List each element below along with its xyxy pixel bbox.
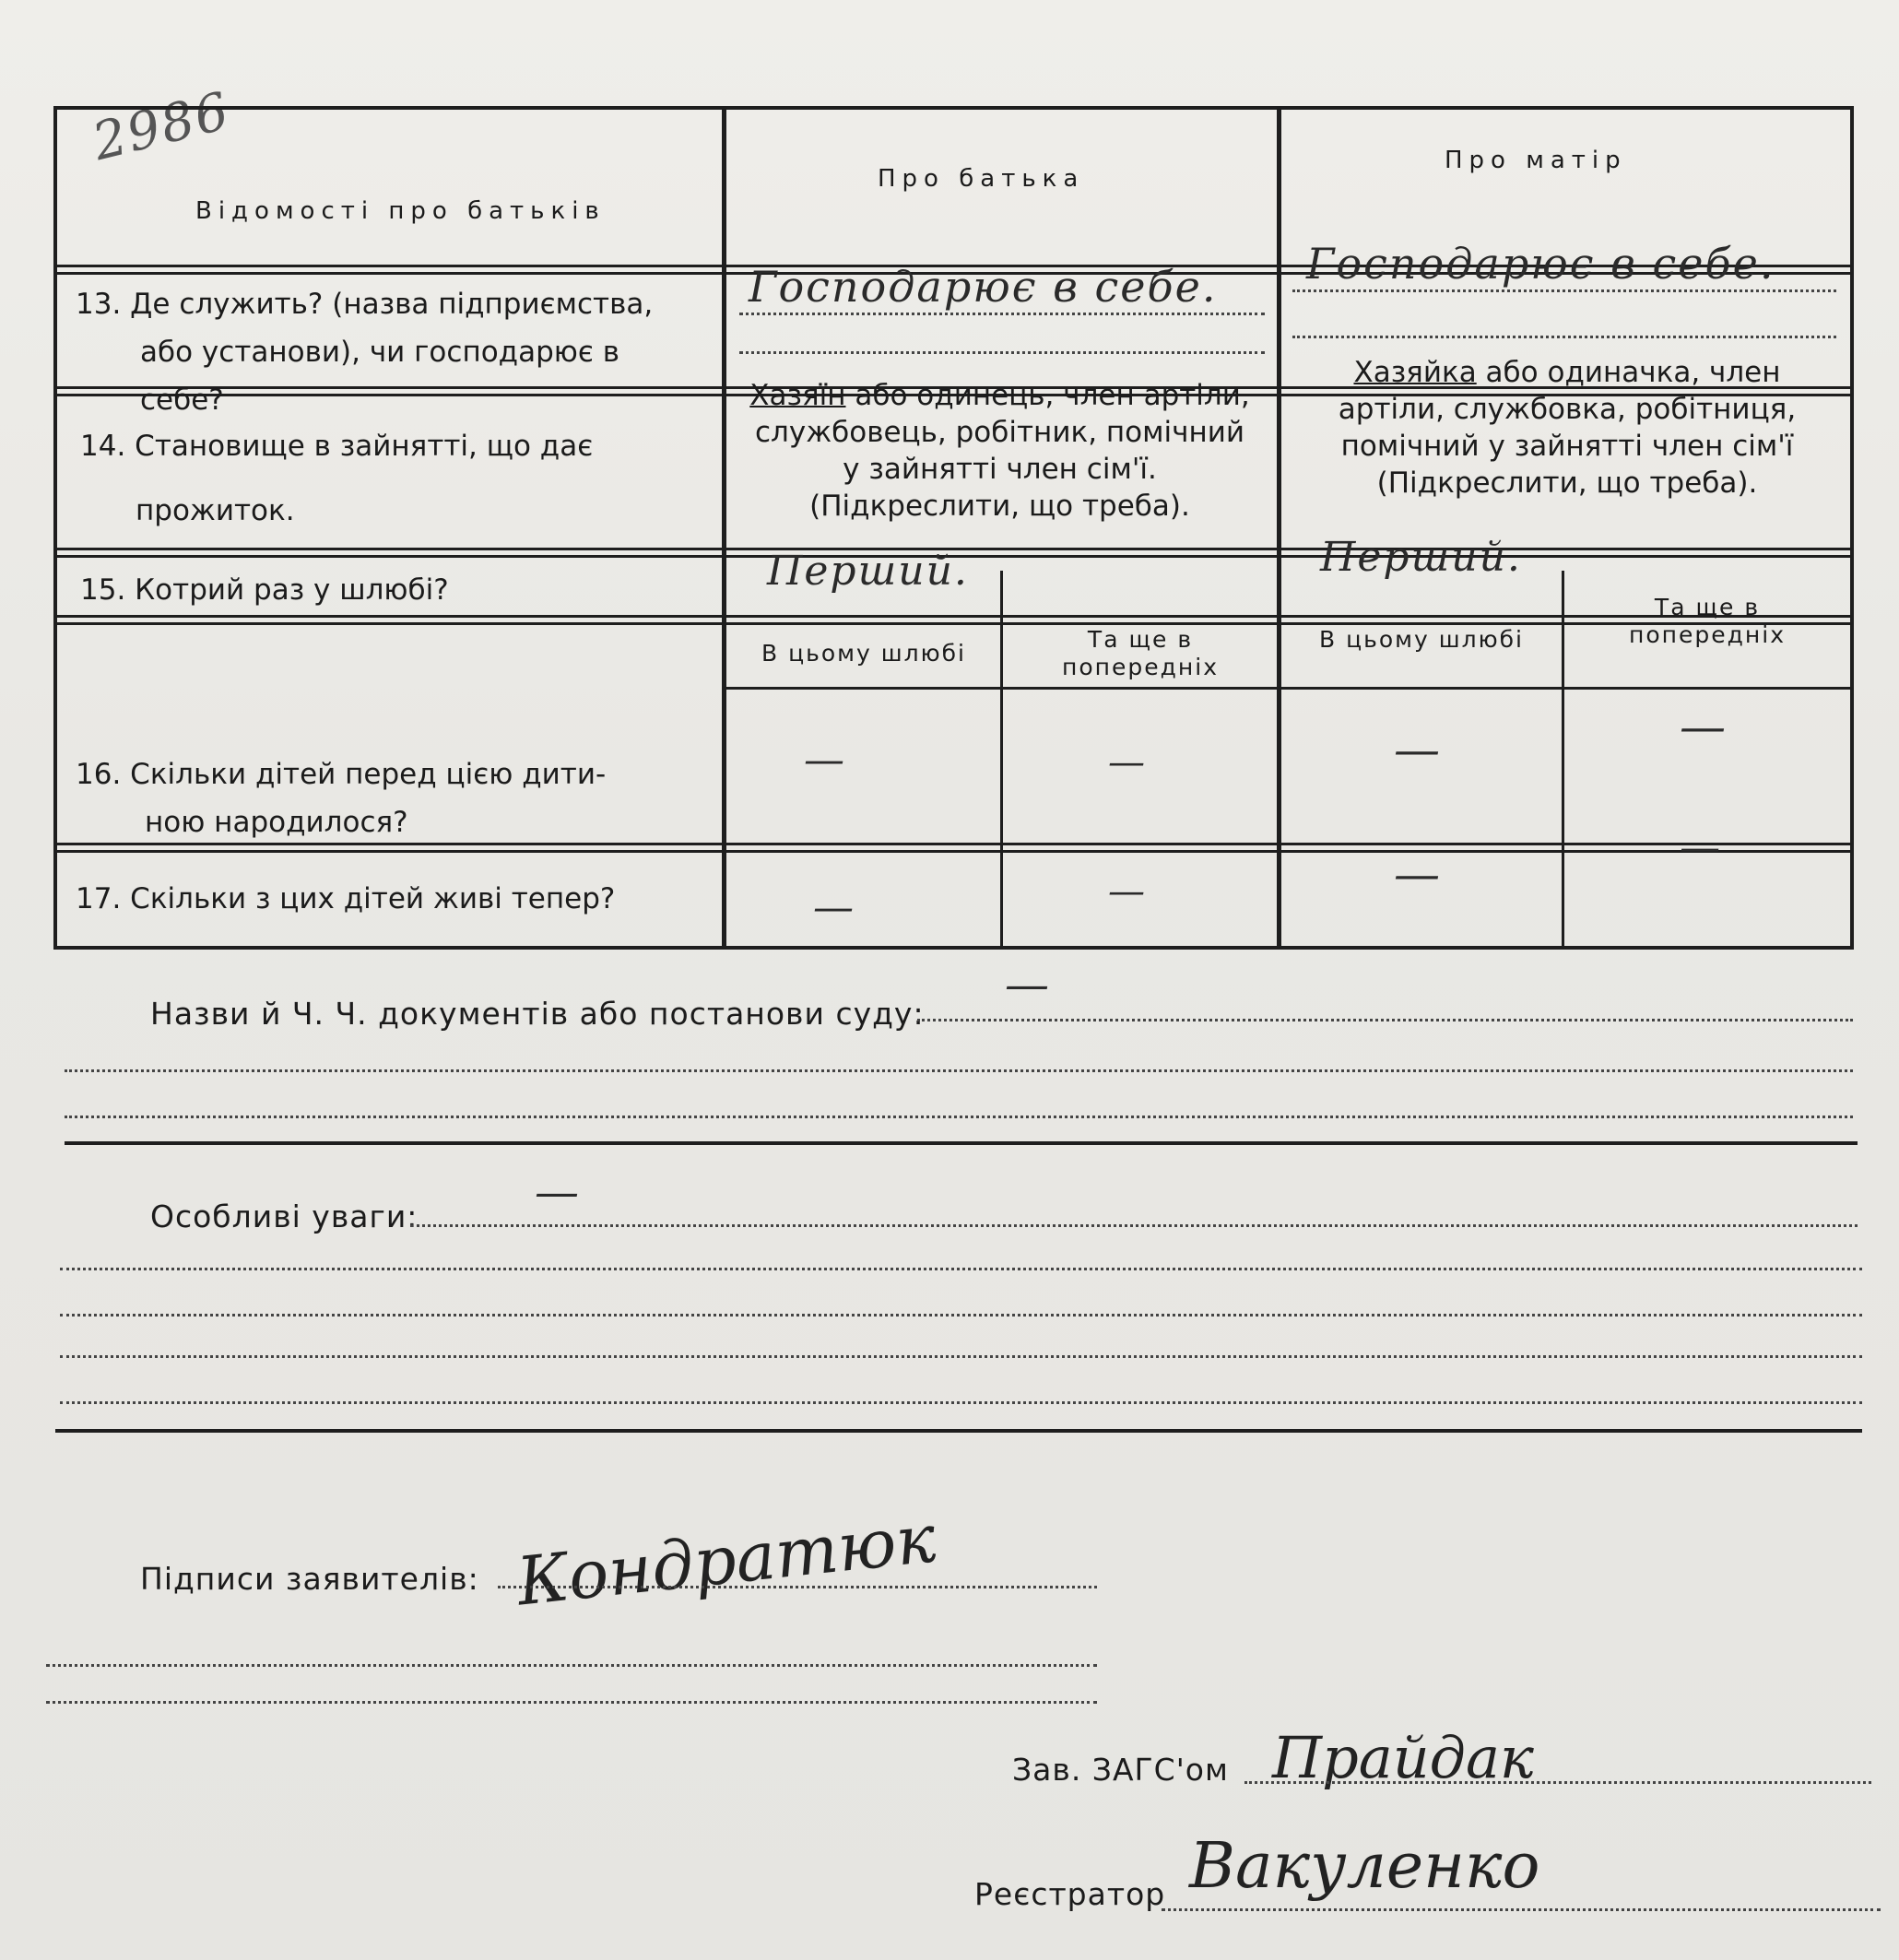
head-of-registry-label: Зав. ЗАГС'ом [1012,1752,1229,1788]
row13-mother-dotline [1292,289,1836,292]
remarks-dotline-2 [60,1268,1862,1270]
remarks-dotline-4 [60,1355,1862,1358]
registrar-label: Реєстратор [974,1876,1166,1912]
row14-father-cell [744,377,1256,525]
row17-question [76,875,615,923]
row14-father-note: (Підкреслити, що треба). [809,490,1190,523]
applicant-signature: Кондратюк [513,1499,939,1621]
row14-mother-underlined: Хазяйка [1353,356,1477,389]
row14-question [80,414,707,543]
row15-mother-answer: Перший. [1320,534,1522,581]
row17-number: 17. [76,882,122,915]
row16-value-1: — [804,737,846,784]
row16-question [76,750,712,846]
row13-question-line2: або установи), чи господарює в себе? [140,336,620,417]
archive-number-note: 2986 [87,80,237,173]
applicant-signatures-label: Підписи заявителів: [140,1561,479,1597]
row14-number: 14. [80,430,126,463]
row15-father-answer: Перший. [767,548,969,595]
col-divider-mother-sub [1562,571,1564,950]
col-divider-father-sub [1000,571,1003,950]
row15-number: 15. [80,573,126,607]
documents-value: — [1005,959,1051,1010]
row13-father-answer: Господарює в себе. [749,262,1218,312]
remarks-dotline-5 [60,1401,1862,1404]
row16-value-2: — [1108,741,1147,784]
row17-value-4: — [1680,824,1722,871]
remarks-label: Особливі уваги: [150,1198,419,1234]
row13-father-dotline-2 [739,351,1265,354]
row16-value-3: — [1394,723,1442,776]
row13-mother-dotline-2 [1292,336,1836,338]
registrar-dotline [1162,1908,1881,1911]
row13-mother-answer: Господарює в себе. [1306,239,1775,289]
row14-father-underlined: Хазяїн [749,379,846,412]
row13-father-dotline [739,313,1265,315]
row13-question-line1: Де служить? (назва підприємства, [130,288,654,321]
header-about-mother: Про матір [1445,147,1627,174]
head-of-registry-signature: Прайдак [1272,1724,1534,1791]
subheader-father-previous: Та ще в попередніх [1062,626,1219,680]
head-of-registry-dotline [1244,1781,1871,1784]
row17-value-1: — [813,884,855,931]
documents-label: Назви й Ч. Ч. документів або постанови суду: [150,996,925,1032]
header-about-father: Про батька [878,165,1085,193]
row14-mother-note: (Підкреслити, що треба). [1376,466,1758,500]
row16-number: 16. [76,758,122,791]
documents-dotline-2 [65,1069,1853,1072]
remarks-value: — [535,1166,581,1218]
row13-question [76,280,712,424]
subheader-mother-previous: Та ще в попередніх [1629,594,1786,648]
documents-dotline-1 [917,1019,1853,1021]
col-divider-2 [1277,110,1281,950]
subheader-mother-this-marriage: В цьому шлюбі [1318,626,1524,653]
row15-question [80,566,449,614]
documents-separator [65,1141,1858,1145]
row15-question-text: Котрий раз у шлюбі? [135,573,449,607]
remarks-separator [55,1429,1862,1433]
remarks-dotline-1 [410,1224,1858,1227]
documents-dotline-3 [65,1116,1853,1118]
applicant-signature-dotline-3 [46,1701,1097,1704]
registrar-signature: Вакуленко [1189,1830,1540,1903]
row16-question-line1: Скільки дітей перед цією дити- [130,758,607,791]
applicant-signature-dotline-1 [498,1586,1097,1588]
header-about-parents: Відомості про батьків [195,197,606,225]
row14-question-line2: прожиток. [136,494,295,527]
row14-mother-cell [1300,354,1834,502]
applicant-signature-dotline-2 [46,1664,1097,1667]
row17-value-3: — [1394,847,1442,901]
row16-value-4: — [1680,700,1728,753]
row14-question-line1: Становище в зайнятті, що дає [135,430,594,463]
row16-question-line2: ною народилося? [145,806,408,839]
row14-father-options: Хазяїн або одинець, член артіли, службовець, робітник, помічний у зайнятті член сім'ї. [749,379,1250,486]
remarks-dotline-3 [60,1314,1862,1317]
parents-info-table [53,106,1854,950]
row17-value-2: — [1108,870,1147,913]
row17-question-text: Скільки з цих дітей живі тепер? [130,882,616,915]
row14-mother-options: Хазяйка або одиначка, член артіли, службовка, робітниця, помічний у зайнятті член сім'ї [1338,356,1797,463]
subheader-father-this-marriage: В цьому шлюбі [761,640,966,667]
row-divider-subheader [726,687,1850,690]
col-divider-1 [722,110,726,950]
row13-number: 13. [76,288,122,321]
